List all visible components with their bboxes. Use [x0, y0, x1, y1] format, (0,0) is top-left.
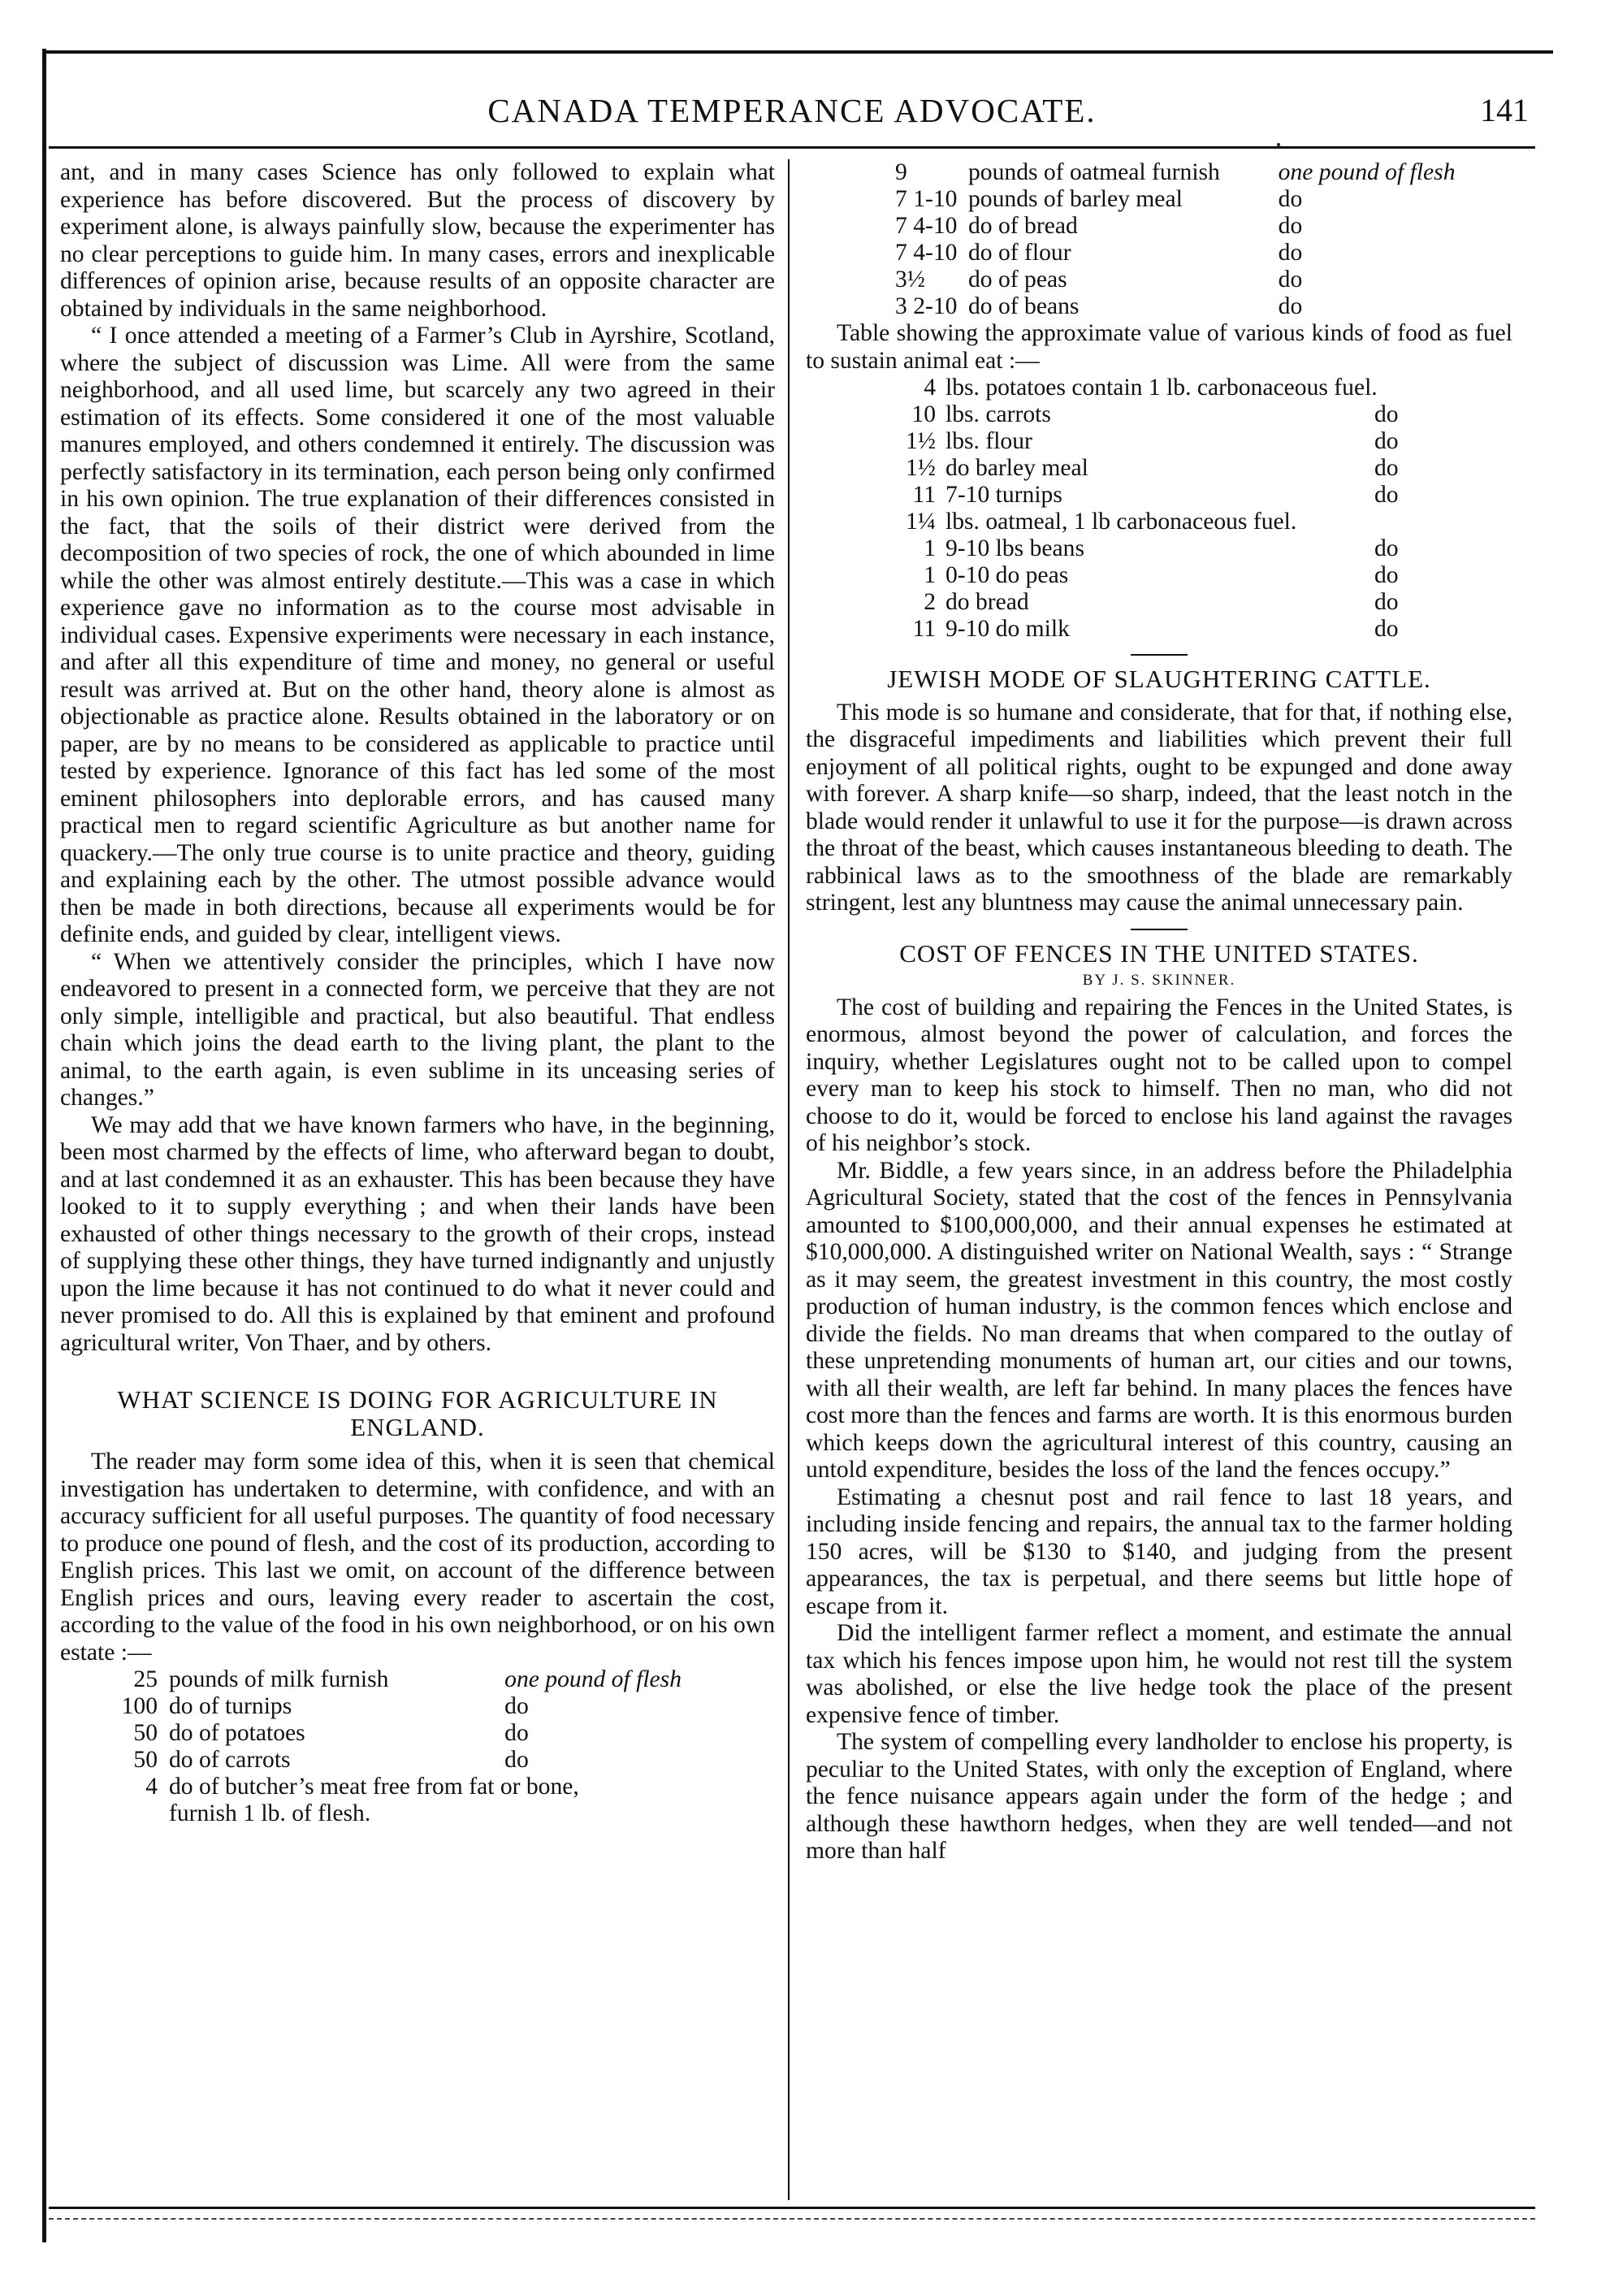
- table-row: [879, 375, 1496, 401]
- table-row: [879, 509, 1496, 535]
- table-row: [879, 589, 1496, 616]
- table-cell: do of beans: [968, 293, 1080, 319]
- flesh-table: [109, 1666, 775, 1827]
- table-row: [109, 1693, 775, 1720]
- table-cell: 0-10 do peas: [945, 562, 1069, 588]
- table-cell: 2: [924, 589, 936, 615]
- table-cell: 100: [121, 1693, 158, 1719]
- article-paragraph: The system of compelling every landholder to enclose his property, is peculiar to the United States, with only the exception of England, where the fence nuisance appears again under the form of the hedge ; and although these hawthorn hedges, when they are well tended—and not more than half: [806, 1729, 1512, 1864]
- table-cell: 10: [911, 401, 936, 427]
- table-cell: do: [1374, 589, 1399, 615]
- article-paragraph: ant, and in many cases Science has only followed to explain what experience has before discovered. But the process of discovery by experiment alone, is always painfully slow, because the experimenter has no clear perceptions to guide him. In many cases, errors and inexplicable differences of opinion arise, because results of an opposite character are obtained by individuals in the same neighborhood.: [60, 159, 775, 322]
- article-paragraph: This mode is so humane and considerate, that for that, if nothing else, the disgraceful impediments and liabilities which prevent their full enjoyment of all political rights, ought to be expunged and done away with forever. A sharp knife—so sharp, indeed, that the least notch in the blade would render it unlawful to use it for the purpose—is drawn across the throat of the beast, which causes instantaneous bleeding to death. The rabbinical laws as to the smoothness of the blade are remarkably stringent, lest any bluntness may cause the animal unnecessary pain.: [806, 699, 1512, 916]
- column-divider: [788, 159, 790, 2200]
- article-paragraph: We may add that we have known farmers who have, in the beginning, been most charmed by the effects of lime, who afterward began to doubt, and at last condemned it as an exhauster. This has been because they have looked to it to supply everything ; and when their lands have been exhausted of other things necessary to the growth of their crops, instead of supplying these other things, they have turned indignantly and unjustly upon the lime because it has not continued to do what it never could and never promised to do. All this is explained by that eminent and profound agricultural writer, Von Thaer, and by others.: [60, 1111, 775, 1356]
- article-paragraph: The reader may form some idea of this, when it is seen that chemical investigation has undertaken to determine, with confidence, and with an accuracy sufficient for all useful purposes. The quantity of food necessary to produce one pound of flesh, and the cost of its production, according to English prices. This last we omit, on account of the difference between English prices and ours, leaving every reader to ascertain the cost, according to the value of the food in his own neighborhood, or on his own estate :—: [60, 1449, 775, 1666]
- table-row: [895, 213, 1496, 240]
- table-cell: do of carrots: [169, 1747, 291, 1773]
- table-cell: lbs. flour: [945, 428, 1032, 454]
- table-row: [895, 240, 1496, 266]
- table-cell: do barley meal: [945, 455, 1088, 481]
- fuel-table: [879, 375, 1496, 643]
- header-rule: [49, 146, 1535, 149]
- article-paragraph: The cost of building and repairing the Fences in the United States, is enormous, almost beyond the power of calculation, and forces the inquiry, whether Legislatures ought not to be called upon to compel every man to keep his stock to himself. Then no man, who did not choose to do it, would be forced to enclose his land against the ravages of his neighbor’s stock.: [806, 994, 1512, 1156]
- left-column: [60, 159, 775, 1827]
- bottom-rule: [49, 2207, 1535, 2209]
- table-cell: do of potatoes: [169, 1720, 305, 1746]
- table-cell: do: [1374, 428, 1399, 454]
- table-cell: do: [504, 1747, 529, 1773]
- article-paragraph: Did the intelligent farmer reflect a moment, and estimate the annual tax which his fences impose upon him, he would not rest till the system was abolished, or else the live hedge took the place of the present expensive fence of timber.: [806, 1620, 1512, 1728]
- table-cell: 50: [133, 1747, 158, 1773]
- table-cell: 11: [912, 482, 936, 508]
- table-row: [895, 266, 1496, 293]
- table-cell: do: [1278, 213, 1303, 239]
- fuel-table-intro: Table showing the approximate value of various kinds of food as fuel to sustain animal eat :—: [806, 320, 1512, 374]
- table-row: [879, 535, 1496, 562]
- table-cell: 1: [924, 562, 936, 588]
- table-cell: furnish 1 lb. of flesh.: [169, 1800, 371, 1826]
- table-cell: one pound of flesh: [1278, 159, 1456, 185]
- author-byline: BY J. S. SKINNER.: [1082, 972, 1236, 989]
- section-separator-rule: [1131, 654, 1188, 656]
- table-cell: 25: [133, 1666, 158, 1692]
- table-cell: do: [1374, 455, 1399, 481]
- table-row: [109, 1720, 775, 1747]
- table-cell: do: [1374, 482, 1399, 508]
- article-paragraph: “ I once attended a meeting of a Farmer’s Club in Ayrshire, Scotland, where the subject of discussion was Lime. All were from the same neighborhood, and all used lime, but scarcely any two agreed in their estimation of its effects. Some considered it one of the most valuable manures employed, and others condemned it entirely. The discussion was perfectly satisfactory in its termination, each person being only confirmed in his own opinion. The true explanation of their differences consisted in the fact, that the soils of their district were derived from the decomposition of two species of rock, the one of which abounded in lime while the other was almost entirely destitute.—This was a case in which experience gave no information as to the course most advisable in individual cases. Expensive experiments were necessary in each instance, and after all this expenditure of time and money, no general or useful result was arrived at. But on the other hand, theory alone is almost as objectionable as practice alone. Results obtained in the laboratory or on paper, are by no means to be considered as applicable to practice until tested by experience. Ignorance of this fact has led some of the most eminent philosophers into deplorable errors, and has caused many practical men to regard scientific Agriculture as but another name for quackery.—The only true course is to unite practice and theory, guiding and explaining each by the other. The utmost possible advance would then be made in both directions, because all experiments would be for definite ends, and guided by clear, intelligent views.: [60, 323, 775, 947]
- article-paragraph: Estimating a chesnut post and rail fence to last 18 years, and including inside fencing and repairs, the annual tax to the farmer holding 150 acres, will be $130 to $140, and judging from the present appearances, the tax is perpetual, and there seems but little hope of escape from it.: [806, 1484, 1512, 1619]
- table-cell: pounds of milk furnish: [169, 1666, 389, 1692]
- table-cell: do: [504, 1720, 529, 1746]
- section-heading-fences: COST OF FENCES IN THE UNITED STATES.: [899, 938, 1419, 968]
- newspaper-title: CANADA TEMPERANCE ADVOCATE.: [487, 92, 1097, 129]
- table-cell: 9-10 lbs beans: [945, 535, 1084, 561]
- table-row: [895, 186, 1496, 213]
- table-cell: pounds of oatmeal furnish: [968, 159, 1220, 185]
- table-cell: do of flour: [968, 240, 1071, 266]
- print-speck: [1277, 143, 1280, 146]
- table-cell: 4: [145, 1774, 158, 1800]
- table-cell: do bread: [945, 589, 1029, 615]
- table-cell: do: [1374, 616, 1399, 642]
- table-cell: do: [1278, 266, 1303, 292]
- table-row: [895, 293, 1496, 320]
- table-row: [879, 455, 1496, 482]
- table-cell: 7 4-10: [895, 240, 958, 266]
- table-cell: 3 2-10: [895, 293, 958, 319]
- table-row: [109, 1666, 775, 1693]
- table-cell: do: [1374, 562, 1399, 588]
- table-cell: 7 1-10: [895, 186, 958, 212]
- table-cell: one pound of flesh: [504, 1666, 682, 1692]
- table-cell: lbs. potatoes contain 1 lb. carbonaceous fuel.: [945, 375, 1378, 401]
- table-cell: do: [1374, 401, 1399, 427]
- table-cell: 11: [912, 616, 936, 642]
- table-cell: do: [1278, 240, 1303, 266]
- table-cell: 1½: [906, 455, 936, 481]
- table-row: [879, 482, 1496, 509]
- table-cell: 7-10 turnips: [945, 482, 1062, 508]
- table-cell: lbs. oatmeal, 1 lb carbonaceous fuel.: [945, 509, 1297, 535]
- section-heading-jewish: JEWISH MODE OF SLAUGHTERING CATTLE.: [887, 665, 1431, 693]
- table-cell: 4: [924, 375, 936, 401]
- table-cell: 3½: [895, 266, 925, 292]
- table-cell: 7 4-10: [895, 213, 958, 239]
- article-paragraph: Mr. Biddle, a few years since, in an address before the Philadelphia Agricultural Society, stated that the cost of the fences in Pennsylvania amounted to $100,000,000, and their annual expenses he estimated at $10,000,000. A distinguished writer on National Wealth, says : “ Strange as it may seem, the greatest investment in this country, the most costly production of human industry, is the common fences which enclose and divide the fields. No man dreams that when compared to the outlay of these unpretending monuments of human art, our cities and our towns, with all their wealth, are left far behind. In many places the fences have cost more than the fences and farms are worth. It is this enormous burden which keeps down the agricultural interest of this country, causing an untold expenditure, besides the loss of the land the fences occupy.”: [806, 1157, 1512, 1483]
- right-column: [806, 159, 1512, 1865]
- page-header: [49, 78, 1535, 135]
- table-cell: do: [1374, 535, 1399, 561]
- page-number: 141: [1480, 92, 1529, 128]
- table-cell: do of butcher’s meat free from fat or bone,: [169, 1774, 579, 1800]
- section-separator-rule: [1131, 929, 1188, 930]
- table-row: [895, 159, 1496, 186]
- table-cell: 1½: [906, 428, 936, 454]
- table-cell: pounds of barley meal: [968, 186, 1183, 212]
- table-cell: do: [1278, 186, 1303, 212]
- section-heading-science: WHAT SCIENCE IS DOING FOR AGRICULTURE IN ENGLAND.: [117, 1385, 718, 1441]
- table-cell: do: [1278, 293, 1303, 319]
- table-row: [109, 1800, 775, 1827]
- table-row: [109, 1747, 775, 1774]
- bottom-dashed-rule: [49, 2218, 1535, 2220]
- table-cell: 9-10 do milk: [945, 616, 1070, 642]
- table-row: [879, 401, 1496, 428]
- table-cell: do: [504, 1693, 529, 1719]
- flesh-table-continued: [895, 159, 1496, 320]
- table-cell: 9: [895, 159, 907, 185]
- table-cell: do of turnips: [169, 1693, 292, 1719]
- table-cell: 50: [133, 1720, 158, 1746]
- table-row: [879, 562, 1496, 589]
- table-row: [109, 1774, 775, 1800]
- article-paragraph: “ When we attentively consider the principles, which I have now endeavored to present in a connected form, we perceive that they are not only simple, intelligible and practical, but also beautiful. That endless chain which joins the dead earth to the living plant, the plant to the animal, to the earth again, is even sublime in its unceasing series of changes.”: [60, 948, 775, 1111]
- table-cell: do of bread: [968, 213, 1078, 239]
- table-cell: 1: [924, 535, 936, 561]
- table-row: [879, 616, 1496, 643]
- table-cell: do of peas: [968, 266, 1067, 292]
- table-cell: lbs. carrots: [945, 401, 1051, 427]
- table-cell: 1¼: [906, 509, 936, 535]
- table-row: [879, 428, 1496, 455]
